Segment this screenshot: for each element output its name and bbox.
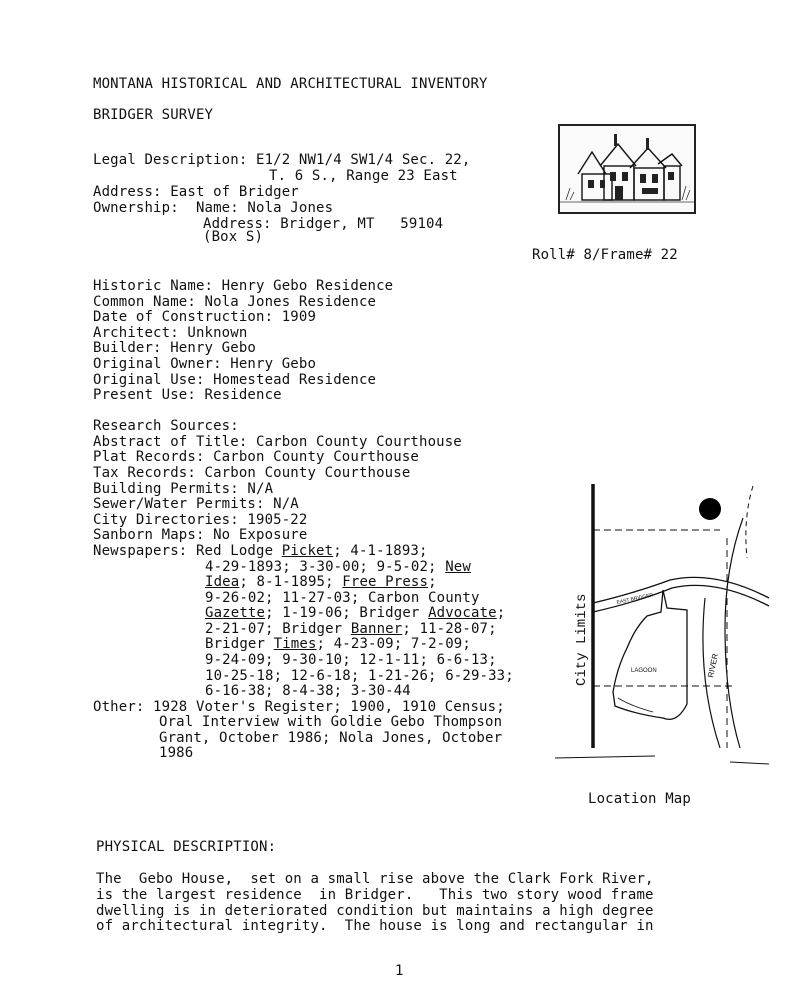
- original-use: Original Use: Homestead Residence: [93, 372, 377, 388]
- address: Address: East of Bridger: [93, 184, 299, 200]
- physical-heading: PHYSICAL DESCRIPTION:: [96, 839, 277, 855]
- newspapers-line: 6-16-38; 8-4-38; 3-30-44: [205, 683, 411, 699]
- document-title: MONTANA HISTORICAL AND ARCHITECTURAL INVENTORY: [93, 76, 488, 92]
- newspapers-line: 10-25-18; 12-6-18; 1-21-26; 6-29-33;: [205, 668, 514, 684]
- common-name: Common Name: Nola Jones Residence: [93, 294, 377, 310]
- date-of-construction: Date of Construction: 1909: [93, 309, 317, 325]
- legal-description-line2: T. 6 S., Range 23 East: [269, 168, 458, 184]
- page-number: 1: [395, 963, 404, 979]
- location-map: [555, 478, 775, 768]
- newspapers-line: Gazette; 1-19-06; Bridger Advocate;: [205, 605, 506, 621]
- sewer-water-permits: Sewer/Water Permits: N/A: [93, 496, 299, 512]
- physical-text: dwelling is in deteriorated condition but maintains a high degree: [96, 903, 654, 919]
- plat-records: Plat Records: Carbon County Courthouse: [93, 449, 419, 465]
- other-sources-line: 1986: [159, 745, 194, 761]
- newspapers-line: Idea; 8-1-1895; Free Press;: [205, 574, 437, 590]
- physical-text: of architectural integrity. The house is long and rectangular in: [96, 918, 654, 934]
- other-sources-line: Grant, October 1986; Nola Jones, October: [159, 730, 503, 746]
- physical-text: The Gebo House, set on a small rise above the Clark Fork River,: [96, 871, 654, 887]
- owner-box: (Box S): [203, 229, 264, 245]
- roll-frame: Roll# 8/Frame# 22: [532, 247, 678, 263]
- newspapers-line: 4-29-1893; 3-30-00; 9-5-02; New: [205, 559, 471, 575]
- sanborn-maps: Sanborn Maps: No Exposure: [93, 527, 308, 543]
- builder: Builder: Henry Gebo: [93, 340, 256, 356]
- physical-text: is the largest residence in Bridger. This two story wood frame: [96, 887, 654, 903]
- newspapers-line: 9-24-09; 9-30-10; 12-1-11; 6-6-13;: [205, 652, 497, 668]
- owner-address: Address: Bridger, MT 59104: [203, 216, 444, 232]
- present-use: Present Use: Residence: [93, 387, 282, 403]
- newspapers-line: 2-21-07; Bridger Banner; 11-28-07;: [205, 621, 497, 637]
- building-permits: Building Permits: N/A: [93, 481, 274, 497]
- survey-name: BRIDGER SURVEY: [93, 107, 214, 123]
- historic-name: Historic Name: Henry Gebo Residence: [93, 278, 394, 294]
- house-photo: [558, 124, 696, 214]
- house-sketch-icon: [560, 126, 694, 212]
- road-label: EAST BRIDGER: [616, 592, 654, 606]
- city-limits-label: City Limits: [574, 593, 590, 686]
- newspapers-line: 9-26-02; 11-27-03; Carbon County: [205, 590, 480, 606]
- site-marker-icon: [699, 498, 721, 520]
- ownership: Ownership: Name: Nola Jones: [93, 200, 334, 216]
- legal-description: Legal Description: E1/2 NW1/4 SW1/4 Sec. 22,: [93, 152, 471, 168]
- original-owner: Original Owner: Henry Gebo: [93, 356, 317, 372]
- map-caption: Location Map: [588, 791, 691, 807]
- newspapers-line: Bridger Times; 4-23-09; 7-2-09;: [205, 636, 471, 652]
- newspapers-line: Newspapers: Red Lodge Picket; 4-1-1893;: [93, 543, 428, 559]
- other-sources: Other: 1928 Voter's Register; 1900, 1910 Census;: [93, 699, 505, 715]
- research-heading: Research Sources:: [93, 418, 239, 434]
- river-label: RIVER: [706, 652, 721, 679]
- lagoon-label: LAGOON: [631, 668, 657, 674]
- architect: Architect: Unknown: [93, 325, 248, 341]
- abstract-of-title: Abstract of Title: Carbon County Courthouse: [93, 434, 462, 450]
- city-directories: City Directories: 1905-22: [93, 512, 308, 528]
- tax-records: Tax Records: Carbon County Courthouse: [93, 465, 411, 481]
- other-sources-line: Oral Interview with Goldie Gebo Thompson: [159, 714, 503, 730]
